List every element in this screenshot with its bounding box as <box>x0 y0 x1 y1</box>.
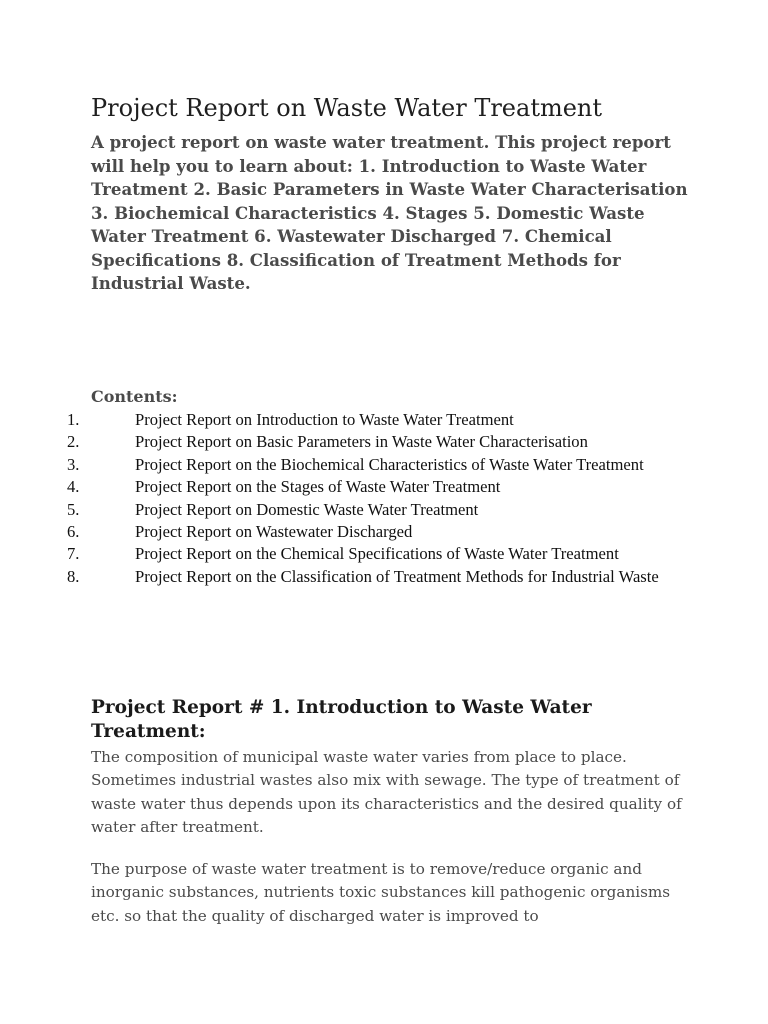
contents-item-number: 6. <box>67 522 80 542</box>
contents-heading: Contents: <box>91 387 178 406</box>
contents-item-text: Project Report on the Chemical Specifications of Waste Water Treatment <box>135 544 619 564</box>
contents-item-number: 7. <box>67 544 80 564</box>
contents-item-text: Project Report on Basic Parameters in Waste Water Characterisation <box>135 432 588 452</box>
document-title: Project Report on Waste Water Treatment <box>91 94 603 122</box>
contents-item[interactable] <box>0 499 768 521</box>
contents-item-text: Project Report on the Classification of Treatment Methods for Industrial Waste <box>135 566 659 586</box>
contents-item-number: 4. <box>67 477 80 497</box>
contents-item-number: 5. <box>67 499 80 519</box>
section-1-heading: Project Report # 1. Introduction to Waste Water Treatment: <box>91 697 592 742</box>
contents-item[interactable] <box>0 409 768 431</box>
contents-item[interactable] <box>0 476 768 498</box>
contents-item-number: 3. <box>67 454 80 474</box>
contents-item[interactable] <box>0 566 768 588</box>
contents-item-text: Project Report on Wastewater Discharged <box>135 522 413 542</box>
contents-item[interactable] <box>0 521 768 543</box>
contents-item-number: 1. <box>67 410 80 429</box>
contents-item-text: Project Report on Introduction to Waste Water Treatment <box>135 410 514 429</box>
contents-item[interactable] <box>0 454 768 476</box>
section-1-paragraph: The purpose of waste water treatment is to remove/reduce organic and inorganic substances, nutrients toxic substances kill pathogenic organisms etc. so that the quality of discharged water is improved to <box>91 860 671 925</box>
contents-item-number: 8. <box>67 566 80 586</box>
contents-item-text: Project Report on the Biochemical Characteristics of Waste Water Treatment <box>135 454 644 474</box>
contents-item-number: 2. <box>67 432 80 452</box>
contents-item[interactable] <box>0 543 768 565</box>
intro-summary: A project report on waste water treatment. This project report will help you to learn about: 1. Introduction to Waste Water Treatment 2. Basic Parameters in Waste Water Characterisation 3. Biochemical Characteristics 4. Stages 5. Domestic Waste Water Treatment 6. Wastewater Discharged 7. Chemical Specifications 8. Classification of Treatment Methods for Industrial Waste. <box>91 132 688 293</box>
contents-item-text: Project Report on Domestic Waste Water Treatment <box>135 499 479 519</box>
contents-item-text: Project Report on the Stages of Waste Water Treatment <box>135 477 501 497</box>
contents-list <box>0 409 768 588</box>
section-1-paragraph: The composition of municipal waste water varies from place to place. Sometimes industrial wastes also mix with sewage. The type of treatment of waste water thus depends upon its characteristics and the desired quality of water after treatment. <box>91 748 682 837</box>
contents-item[interactable] <box>0 431 768 453</box>
